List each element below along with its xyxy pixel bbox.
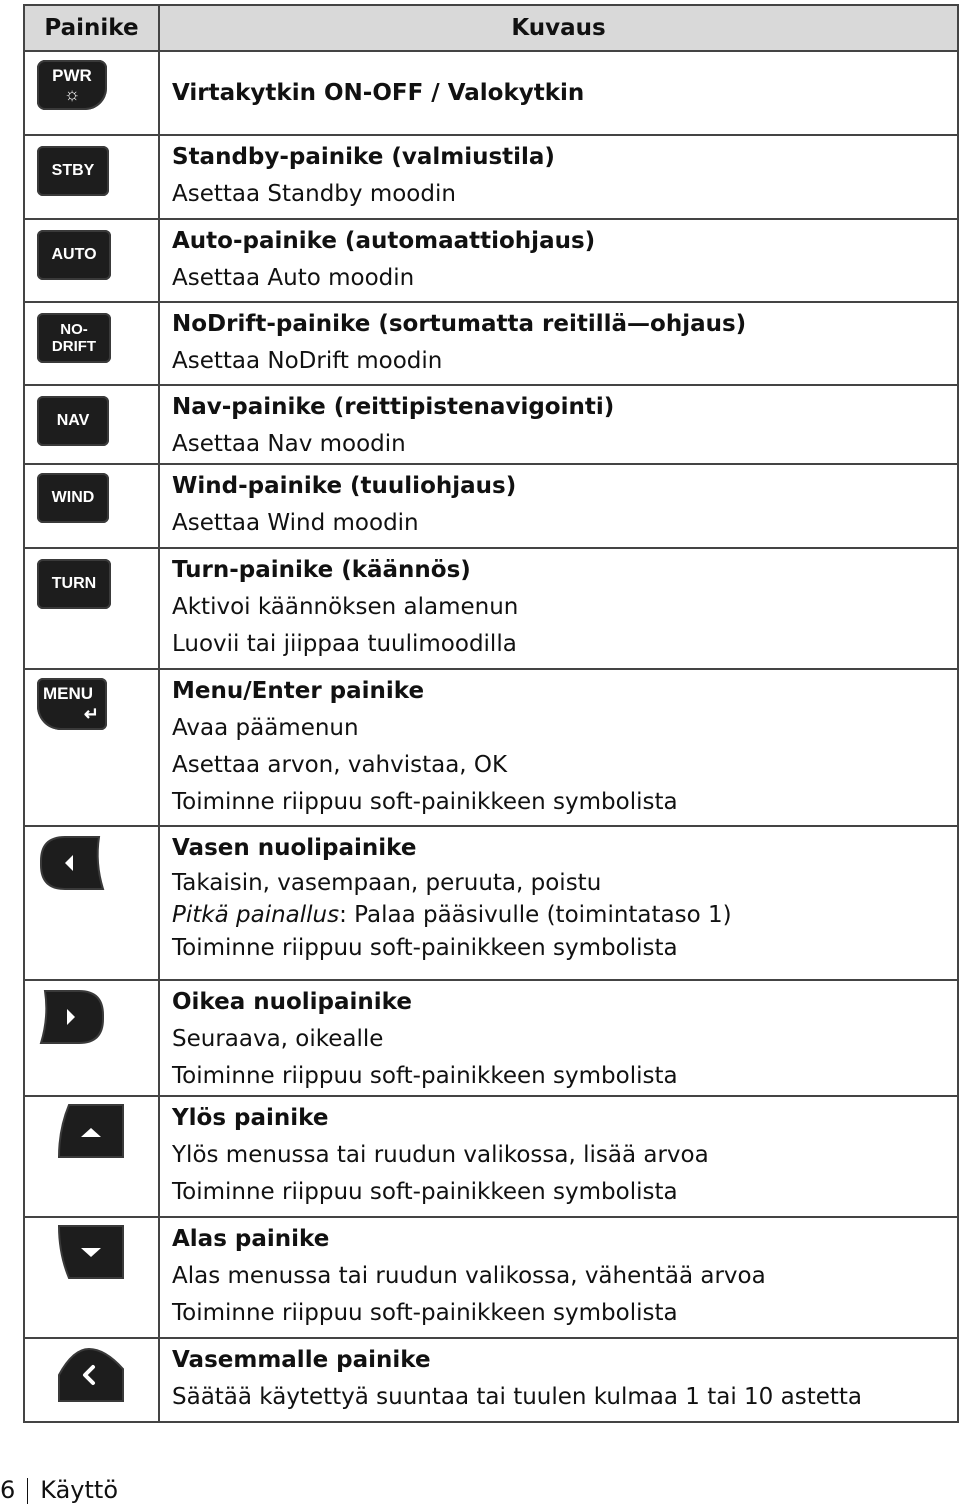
row-text: Luovii tai jiippaa tuulimoodilla [172,631,517,657]
turn-key-icon [37,559,111,609]
turn-key-label: TURN [51,575,97,592]
nav-key-icon [37,396,109,446]
row-text: Asettaa Standby moodin [172,181,456,207]
footer-divider [27,1478,28,1504]
row-title: Vasen nuolipainike [172,835,417,861]
row-text: Seuraava, oikealle [172,1026,384,1052]
wind-key-icon [37,473,109,523]
table-row [24,219,958,302]
header-description: Kuvaus [159,5,958,51]
nav-key-label: NAV [56,412,90,429]
row-text: Toiminne riippuu soft-painikkeen symbolista [172,935,678,961]
menu-enter-key-icon [37,678,107,730]
row-title: Turn-painike (käännös) [172,557,471,583]
button-description-table [23,4,959,1423]
row-title: Virtakytkin ON-OFF / Valokytkin [172,79,585,106]
pwr-key-label: PWR [52,66,92,85]
row-title: NoDrift-painike (sortumatta reitillä—ohjaus) [172,311,747,337]
table-row [24,548,958,669]
row-text: Asettaa Auto moodin [172,265,415,291]
header-button: Painike [24,5,159,51]
table-row [24,51,958,135]
row-title: Ylös painike [172,1105,329,1131]
row-text: Alas menussa tai ruudun valikossa, vähentää arvoa [172,1263,766,1289]
long-press-label: Pitkä painallus [172,902,340,928]
row-text: Aktivoi käännöksen alamenun [172,594,519,620]
table-row [24,980,958,1096]
left-arrow-key-icon [37,835,107,891]
row-title: Alas painike [172,1226,330,1252]
table-row [24,385,958,464]
wind-key-label: WIND [51,489,95,506]
port-key-icon [55,1347,127,1403]
table-row [24,135,958,219]
row-text: Avaa päämenun [172,715,359,741]
row-title: Oikea nuolipainike [172,989,412,1015]
table-row [24,464,958,548]
stby-key-label: STBY [51,162,95,179]
table-row [24,669,958,826]
light-sun-icon: ☼ [63,84,81,104]
row-title: Vasemmalle painike [172,1347,431,1373]
table-row [24,1338,958,1422]
auto-key-label: AUTO [51,246,97,263]
row-title: Menu/Enter painike [172,678,425,704]
section-name: Käyttö [40,1476,119,1504]
enter-arrow-icon: ↵ [83,704,99,724]
nodrift-key-label-1: NO- [60,321,88,338]
row-title: Standby-painike (valmiustila) [172,144,555,170]
down-arrow-key-icon [55,1224,127,1282]
table-row [24,1096,958,1217]
table-row [24,826,958,980]
row-text: Säätää käytettyä suuntaa tai tuulen kulmaa 1 tai 10 astetta [172,1384,862,1410]
page-footer [0,1476,118,1504]
menu-key-label: MENU [43,684,94,703]
row-text: Takaisin, vasempaan, peruuta, poistu [172,870,602,896]
row-title: Wind-painike (tuuliohjaus) [172,473,517,499]
right-arrow-key-icon [37,989,107,1045]
row-title: Nav-painike (reittipistenavigointi) [172,394,615,420]
row-text: Toiminne riippuu soft-painikkeen symbolista [172,1300,678,1326]
row-text: Asettaa NoDrift moodin [172,348,443,374]
row-text: Asettaa Wind moodin [172,510,419,536]
row-text: Asettaa Nav moodin [172,431,406,457]
page-number: 6 [0,1476,16,1504]
up-arrow-key-icon [55,1103,127,1161]
row-text: Ylös menussa tai ruudun valikossa, lisää arvoa [172,1142,709,1168]
table-row [24,1217,958,1338]
row-text-long-press [172,900,957,930]
nodrift-key-label-2: DRIFT [51,338,97,355]
pwr-light-key-icon [37,60,107,110]
nodrift-key-icon [37,313,111,363]
table-row [24,302,958,385]
row-title: Auto-painike (automaattiohjaus) [172,228,596,254]
row-text: Toiminne riippuu soft-painikkeen symbolista [172,1179,678,1205]
long-press-text: : Palaa pääsivulle (toimintataso 1) [339,902,732,928]
stby-key-icon [37,146,109,196]
row-text: Toiminne riippuu soft-painikkeen symbolista [172,1063,678,1089]
table-header-row [24,5,958,51]
row-text: Asettaa arvon, vahvistaa, OK [172,752,508,778]
row-text: Toiminne riippuu soft-painikkeen symbolista [172,789,678,815]
auto-key-icon [37,230,111,280]
